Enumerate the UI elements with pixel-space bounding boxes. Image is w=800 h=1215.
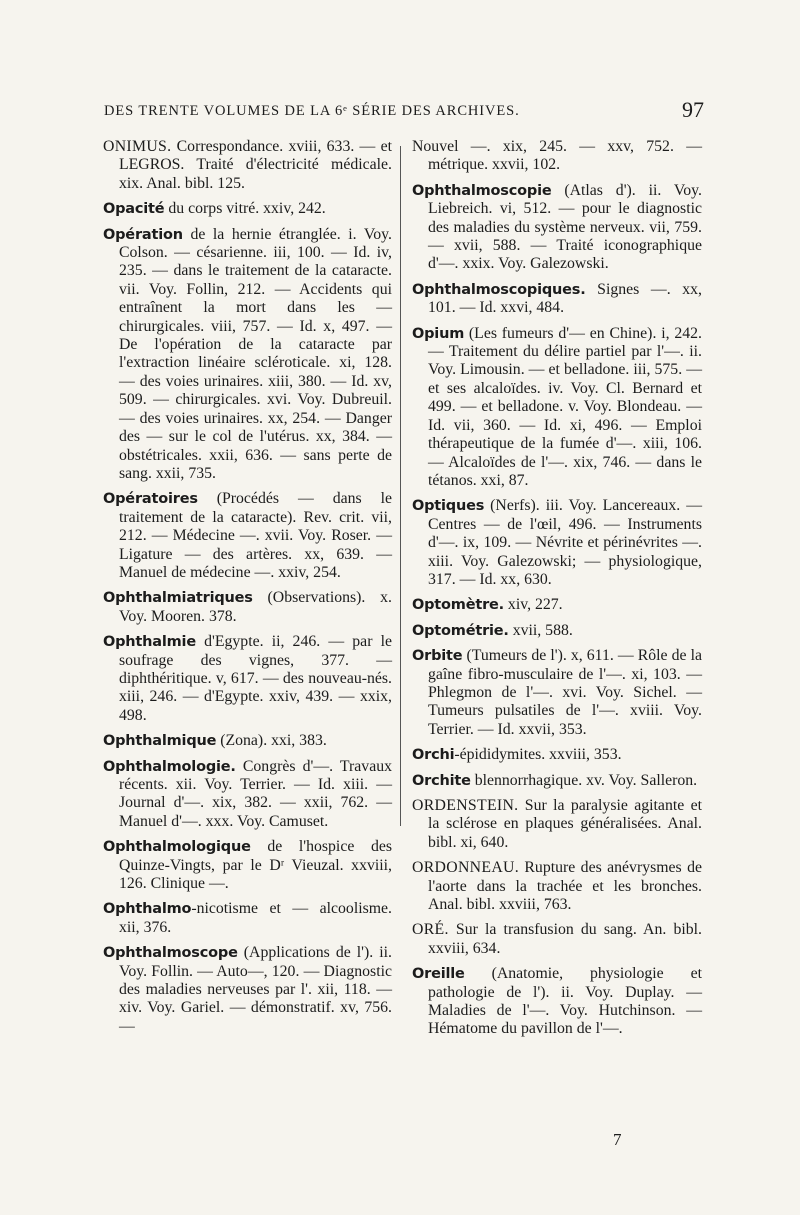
- entry-body: blennorrhagique. xv. Voy. Salleron.: [474, 771, 698, 789]
- index-entry: [103, 200, 392, 218]
- index-entry: [103, 633, 392, 725]
- entry-body: (Applications de l'). ii. Voy. Follin. — Auto—, 120. — Diagnostic des maladies nerveuses par l'. xii, 118. — xiv. Voy. Gariel. — démonstratif. xv, 756. —: [119, 944, 393, 1035]
- entry-body: (Nerfs). iii. Voy. Lancereaux. — Centres — de l'œil, 496. — Instruments d'—. ix, 109. — Névrite et périnévrites —. xiii. Voy. Galezowski; — physiologique, 317. — Id. xx, 630.: [428, 497, 702, 588]
- entry-body: d'Egypte. ii, 246. — par le soufrage des vignes, 377. — diphthéritique. v, 617. — des nouveau-nés. xiii, 246. — d'Egypte. xxiv, 439. — xxix, 498.: [119, 633, 392, 724]
- entry-headword: Optiques: [412, 498, 485, 515]
- index-entry: [103, 589, 392, 626]
- entry-body: de l'hospice des Quinze-Vingts, par le Dʳ Vieuzal. xxviii, 126. Clinique —.: [119, 838, 393, 893]
- entry-body: -nicotisme et — alcoolisme. xii, 376.: [119, 900, 392, 936]
- index-entry: [412, 921, 702, 958]
- column-divider: [400, 146, 401, 826]
- index-entry: [103, 732, 392, 750]
- entry-body: de la hernie étranglée. i. Voy. Colson. — césarienne. iii, 100. — Id. iv, 235. — dans le traitement de la cataracte. vii. Voy. Follin, 212. — Accidents qui entraînent la mort dans les — chirurgicales. viii, 757. — Id. x, 497. — De l'opération de la cataracte par l'extraction linéaire scléroticale. xi, 128. — des voies urinaires. xiii, 380. — Id. xv, 509. — chirurgicales. xvi. Voy. Dubreuil. — des voies urinaires. xx, 254. — Danger des — sur le col de l'utérus. xx, 384. — obstétricales. xxii, 636. — sans perte de sang. xxii, 735.: [119, 225, 392, 482]
- right-column: [412, 138, 702, 1046]
- entry-body: Signes —. xx, 101. — Id. xxvi, 484.: [428, 280, 702, 317]
- index-entry: [412, 138, 702, 175]
- entry-body: Sur la transfusion du sang. An. bibl. xxviii, 634.: [428, 921, 702, 957]
- index-entry: [412, 965, 702, 1039]
- index-entry: [412, 596, 702, 614]
- entry-headword: Ophthalmoscope: [103, 945, 238, 962]
- index-entry: [412, 859, 702, 914]
- index-entry: [412, 622, 702, 640]
- entry-headword: Opération: [103, 226, 183, 243]
- page-number: 97: [682, 97, 704, 122]
- index-entry: [103, 838, 392, 893]
- entry-body: -épididymites. xxviii, 353.: [454, 746, 622, 764]
- index-entry: [412, 325, 702, 491]
- entry-body: (Zona). xxi, 383.: [220, 732, 327, 750]
- index-entry: [103, 944, 392, 1036]
- entry-headword: Ophthalmo: [103, 901, 192, 918]
- index-entry: [412, 772, 702, 790]
- index-entry: [103, 138, 392, 193]
- entry-headword: ORDENSTEIN.: [412, 797, 519, 814]
- running-header: [104, 97, 704, 122]
- entry-headword: Optomètre.: [412, 597, 504, 614]
- entry-headword: Ophthalmologique: [103, 839, 251, 856]
- entry-body: xvii, 588.: [512, 621, 573, 639]
- entry-body: (Procédés — dans le traitement de la cataracte). Rev. crit. vii, 212. — Médecine —. xvii. Voy. Roser. — Ligature — des artères. xx, 639. — Manuel de médecine —. xxiv, 254.: [119, 490, 392, 581]
- entry-headword: ONIMUS.: [103, 138, 172, 155]
- entry-headword: ORDONNEAU.: [412, 859, 519, 877]
- index-entry: [412, 182, 702, 274]
- index-entry: [103, 900, 392, 937]
- entry-headword: Ophthalmiatriques: [103, 590, 253, 607]
- entry-headword: Ophthalmie: [103, 634, 196, 651]
- entry-body: du corps vitré. xxiv, 242.: [168, 200, 326, 218]
- index-entry: [412, 746, 702, 764]
- entry-body: xiv, 227.: [507, 596, 563, 614]
- entry-body: Rupture des anévrysmes de l'aorte dans la trachée et les bronches. Anal. bibl. xxviii, 763.: [428, 859, 702, 914]
- entry-headword: Oreille: [412, 966, 465, 983]
- entry-headword: ORÉ.: [412, 921, 449, 939]
- left-column: [103, 138, 392, 1043]
- entry-body: Sur la paralysie agitante et la sclérose en plaques généralisées. Anal. bibl. xi, 640.: [428, 797, 703, 851]
- entry-headword: Opacité: [103, 201, 165, 218]
- entry-body: (Observations). x. Voy. Mooren. 378.: [119, 589, 392, 625]
- entry-body: Correspondance. xviii, 633. — et LEGROS. Traité d'électricité médicale. xix. Anal. bibl. 125.: [119, 138, 392, 192]
- index-entry: [412, 647, 702, 739]
- entry-headword: Orchi: [412, 747, 455, 764]
- signature-mark: 7: [613, 1130, 622, 1149]
- index-entry: [412, 281, 702, 318]
- entry-headword: Orbite: [412, 648, 463, 665]
- header-title: DES TRENTE VOLUMES DE LA 6ᵉ SÉRIE DES ARCHIVES.: [104, 103, 520, 119]
- entry-headword: Ophthalmologie.: [103, 758, 236, 775]
- entry-body: Nouvel —. xix, 245. — xxv, 752. — métrique. xxvii, 102.: [412, 138, 702, 174]
- entry-headword: Orchite: [412, 772, 471, 789]
- entry-headword: Opium: [412, 325, 465, 342]
- entry-body: Congrès d'—. Travaux récents. xii. Voy. Terrier. — Id. xiii. — Journal d'—. xix, 382. — xxii, 762. — Manuel d'—. xxx. Voy. Camuset.: [119, 757, 393, 830]
- entry-body: (Atlas d'). ii. Voy. Liebreich. vi, 512. — pour le diagnostic des maladies du système nerveux. vii, 759. — xvii, 588. — Traité iconographique d'—. xxix. Voy. Galezowski.: [428, 181, 702, 273]
- index-entry: [103, 226, 392, 484]
- entry-body: (Tumeurs de l'). x, 611. — Rôle de la gaîne fibro-musculaire de l'—. xi, 103. — Phlegmon de l'—. xvi. Voy. Sichel. — Tumeurs pulsatiles de l'—. xviii. Voy. Terrier. — Id. xxvii, 353.: [428, 647, 702, 738]
- index-entry: [412, 497, 702, 589]
- entry-body: (Les fumeurs d'— en Chine). i, 242. — Traitement du délire partiel par l'—. ii. Voy. Limousin. — et belladone. iii, 575. — et ses alcaloïdes. iv. Voy. Cl. Bernard et 499. — et belladone. v. Voy. Blondeau. — Id. vii, 360. — Id. xi, 496. — Emploi thérapeutique de la fumée d'—. xiii, 106. — Alcaloïdes de l'—. xix, 746. — dans le tétanos. xxi, 87.: [428, 324, 702, 489]
- entry-headword: Optométrie.: [412, 622, 509, 639]
- index-entry: [103, 490, 392, 582]
- entry-headword: Ophthalmoscopie: [412, 182, 552, 199]
- index-entry: [412, 797, 702, 852]
- entry-headword: Opératoires: [103, 491, 198, 508]
- entry-headword: Ophthalmique: [103, 733, 217, 750]
- entry-headword: Ophthalmoscopiques.: [412, 281, 586, 298]
- entry-body: (Anatomie, physiologie et pathologie de l'). ii. Voy. Duplay. — Maladies de l'—. Voy. Hutchinson. — Hématome du pavillon de l'—.: [428, 965, 702, 1038]
- index-entry: [103, 758, 392, 832]
